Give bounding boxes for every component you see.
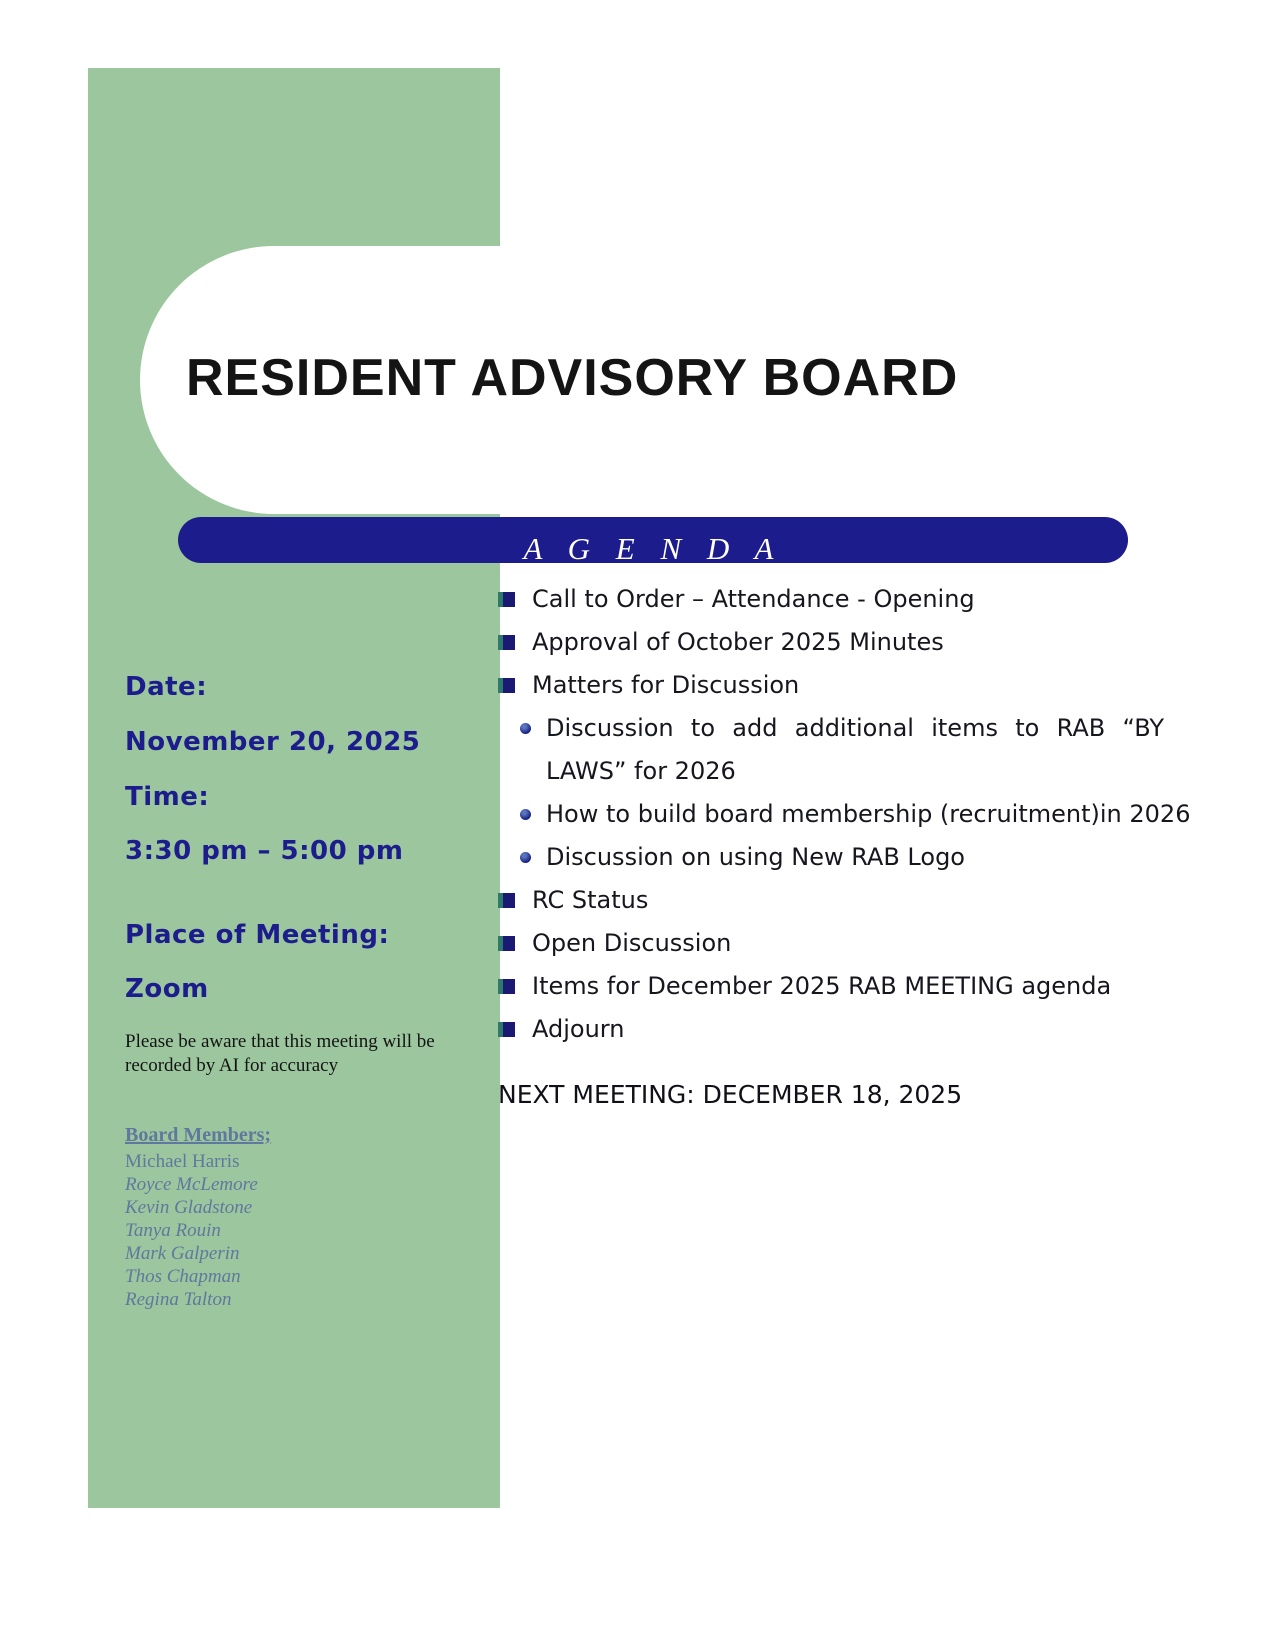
square-bullet-icon	[498, 635, 515, 650]
square-bullet-icon	[498, 678, 515, 693]
dot-bullet-icon	[520, 723, 531, 734]
time-label: Time:	[125, 782, 210, 812]
agenda-item	[498, 965, 1188, 1008]
board-member-name: Mark Galperin	[125, 1243, 240, 1264]
agenda-item	[498, 1008, 1188, 1051]
agenda-item-text: Items for December 2025 RAB MEETING agenda	[532, 972, 1112, 1000]
date-label: Date:	[125, 672, 208, 702]
agenda-list	[498, 578, 1191, 1051]
board-members-heading: Board Members;	[125, 1124, 272, 1146]
board-member-name: Thos Chapman	[125, 1266, 241, 1287]
square-bullet-icon	[498, 592, 515, 607]
board-member-name: Kevin Gladstone	[125, 1197, 253, 1218]
place-value: Zoom	[125, 974, 209, 1004]
agenda-item-text: How to build board membership (recruitment)in 2026	[546, 800, 1191, 828]
agenda-item-text: Call to Order – Attendance - Opening	[532, 585, 975, 613]
next-meeting-note: NEXT MEETING: DECEMBER 18, 2025	[498, 1080, 963, 1109]
recording-note: Please be aware that this meeting will be recorded by AI for accuracy	[125, 1031, 435, 1077]
agenda-subitem	[498, 836, 1188, 879]
board-members-block	[125, 1124, 271, 1311]
agenda-subitem	[498, 707, 1188, 793]
square-bullet-icon	[498, 979, 515, 994]
agenda-item	[498, 621, 1188, 664]
page-title: RESIDENT ADVISORY BOARD	[186, 349, 959, 407]
agenda-item-text: RC Status	[532, 886, 649, 914]
agenda-item	[498, 879, 1188, 922]
square-bullet-icon	[498, 893, 515, 908]
agenda-item-text: Open Discussion	[532, 929, 732, 957]
agenda-item	[498, 664, 1188, 707]
agenda-item-text: Discussion to add additional items to RAB “BY LAWS” for 2026	[546, 714, 1164, 785]
place-label: Place of Meeting:	[125, 920, 390, 950]
agenda-banner	[178, 517, 1128, 566]
square-bullet-icon	[498, 936, 515, 951]
agenda-item-text: Adjourn	[532, 1015, 625, 1043]
agenda-item	[498, 922, 1188, 965]
board-member-name: Tanya Rouin	[125, 1220, 221, 1241]
agenda-banner-label: A G E N D A	[523, 531, 783, 566]
date-value: November 20, 2025	[125, 727, 421, 757]
time-value: 3:30 pm – 5:00 pm	[125, 836, 404, 866]
agenda-item-text: Matters for Discussion	[532, 671, 800, 699]
agenda-item-text: Approval of October 2025 Minutes	[532, 628, 944, 656]
board-member-name: Royce McLemore	[125, 1174, 258, 1195]
agenda-item	[498, 578, 1188, 621]
square-bullet-icon	[498, 1022, 515, 1037]
dot-bullet-icon	[520, 809, 531, 820]
board-member-name: Michael Harris	[125, 1151, 240, 1172]
agenda-item-text: Discussion on using New RAB Logo	[546, 843, 965, 871]
board-member-name: Regina Talton	[125, 1289, 232, 1310]
agenda-subitem	[498, 793, 1191, 836]
dot-bullet-icon	[520, 852, 531, 863]
